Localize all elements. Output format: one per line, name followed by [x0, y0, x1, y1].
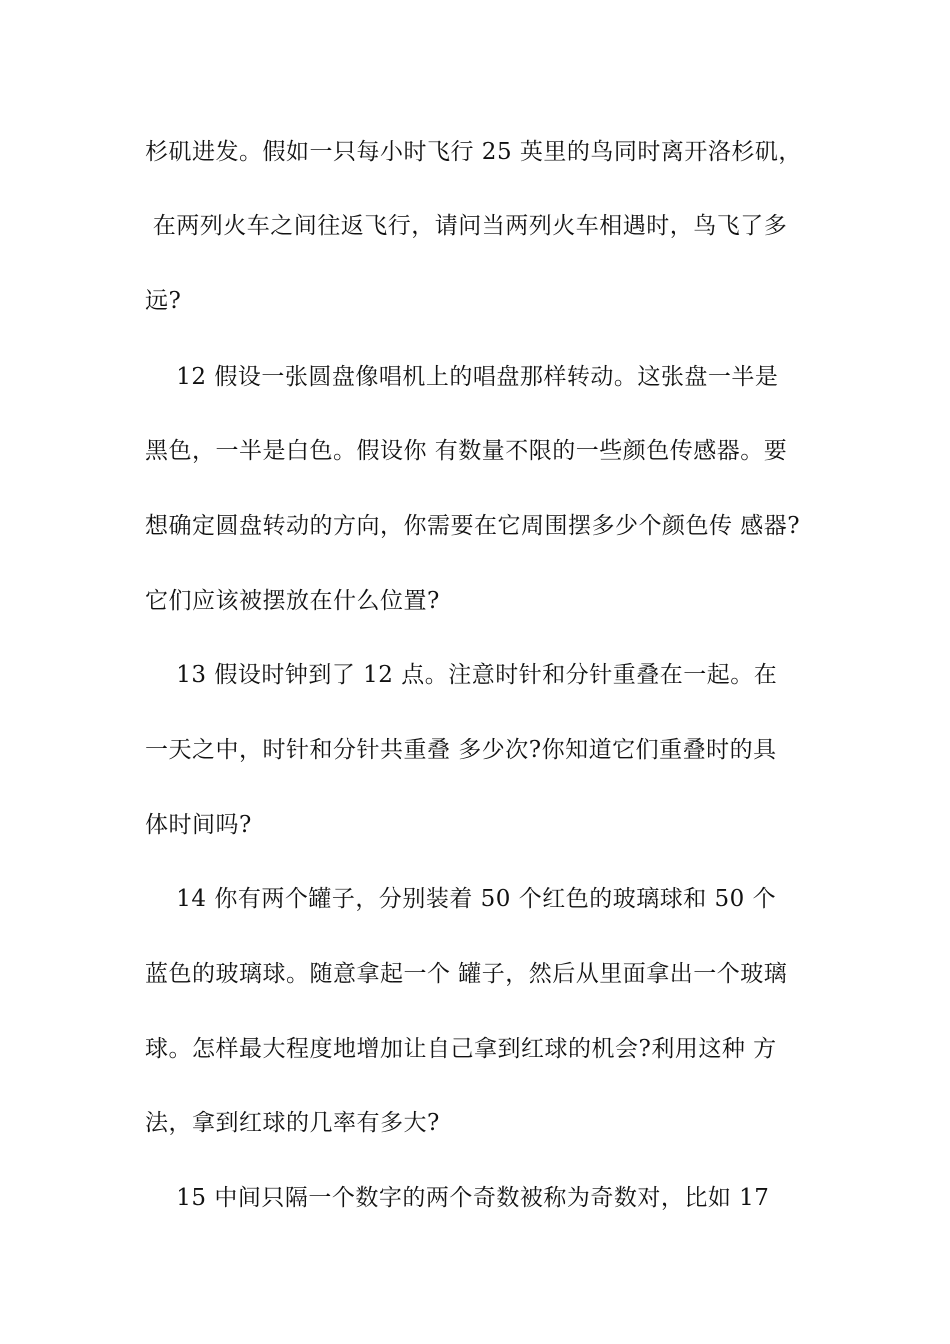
text-line: 15 中间只隔一个数字的两个奇数被称为奇数对，比如 17	[145, 1185, 770, 1211]
text-line: 14 你有两个罐子，分别装着 50 个红色的玻璃球和 50 个	[145, 886, 777, 912]
text-line: 黑色，一半是白色。假设你 有数量不限的一些颜色传感器。要	[145, 438, 788, 464]
text-line: 远?	[145, 288, 182, 314]
text-line: 12 假设一张圆盘像唱机上的唱盘那样转动。这张盘一半是	[145, 364, 779, 390]
text-line: 13 假设时钟到了 12 点。注意时针和分针重叠在一起。在	[145, 662, 778, 688]
text-line: 杉矶进发。假如一只每小时飞行 25 英里的鸟同时离开洛杉矶，	[145, 139, 802, 165]
text-line: 蓝色的玻璃球。随意拿起一个 罐子，然后从里面拿出一个玻璃	[145, 961, 788, 987]
text-line: 它们应该被摆放在什么位置?	[145, 588, 440, 614]
text-line: 在两列火车之间往返飞行，请问当两列火车相遇时，鸟飞了多	[145, 213, 788, 239]
text-line: 法，拿到红球的几率有多大?	[145, 1110, 440, 1136]
text-line: 一天之中，时针和分针共重叠 多少次?你知道它们重叠时的具	[145, 737, 777, 763]
text-line: 球。怎样最大程度地增加让自己拿到红球的机会?利用这种 方	[145, 1036, 777, 1062]
text-line: 想确定圆盘转动的方向，你需要在它周围摆多少个颜色传 感器?	[145, 513, 801, 539]
text-line: 体时间吗?	[145, 812, 252, 838]
